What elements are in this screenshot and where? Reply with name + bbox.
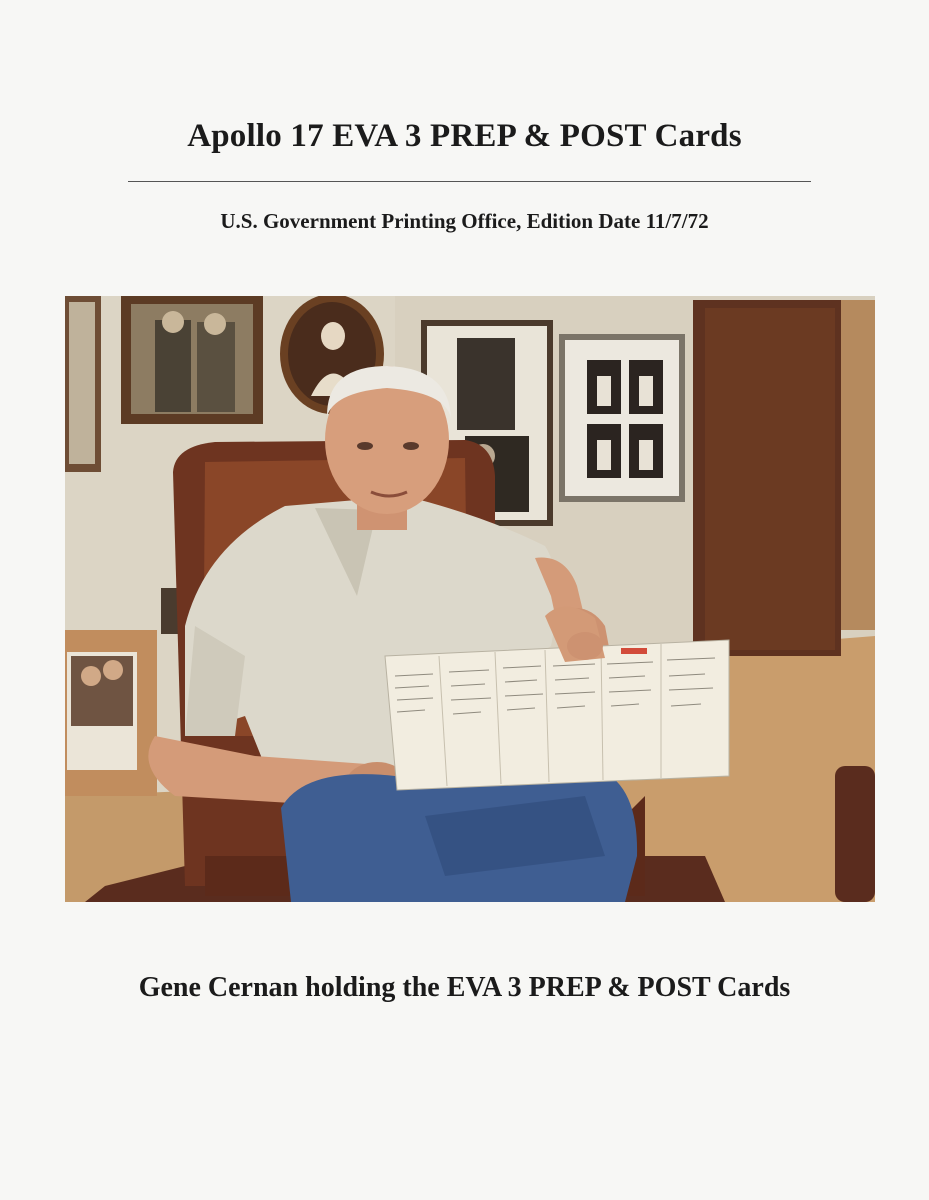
photograph-illustration (65, 296, 875, 902)
document-subtitle: U.S. Government Printing Office, Edition Date 11/7/72 (220, 209, 709, 233)
document-title: Apollo 17 EVA 3 PREP & POST Cards (187, 118, 742, 154)
photo-caption: Gene Cernan holding the EVA 3 PREP & POST Cards (138, 972, 791, 1003)
eva-cards (385, 640, 729, 790)
title-divider (128, 181, 811, 182)
photograph (65, 296, 875, 902)
